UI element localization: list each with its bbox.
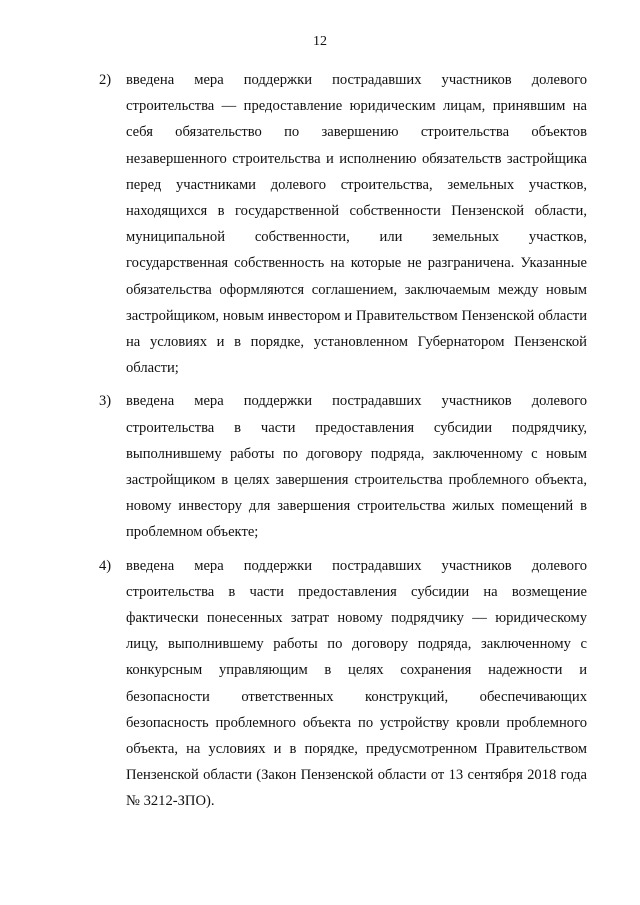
list-item xyxy=(99,553,587,815)
numbered-list xyxy=(99,67,587,822)
list-item-text: введена мера поддержки пострадавших участников долевого строительства — предоставление юридическим лицам, принявшим на себя обязательство по завершению строительства объектов незавершенного строительства и исполнению обязательств застройщика перед участниками долевого строительства, земельных участков, находящихся в государственной собственности Пензенской области, муниципальной собственности, или земельных участков, государственная собственность на которые не разграничена. Указанные обязательства оформляются соглашением, заключаемым между новым застройщиком, новым инвестором и Правительством Пензенской области на условиях и в порядке, установленном Губернатором Пензенской области; xyxy=(126,72,587,377)
list-item-text: введена мера поддержки пострадавших участников долевого строительства в части предоставления субсидии подрядчику, выполнившему работы по договору подряда, заключенному с новым застройщиком в целях завершения строительства проблемного объекта, новому инвестору для завершения строительства жилых помещений в проблемном объекте; xyxy=(126,393,587,541)
page-number: 12 xyxy=(313,34,327,49)
list-item-number: 2) xyxy=(99,72,112,88)
list-item xyxy=(99,67,587,381)
list-item xyxy=(99,388,587,545)
list-item-number: 4) xyxy=(99,557,112,574)
list-item-number: 3) xyxy=(99,393,112,410)
list-item-text: введена мера поддержки пострадавших участников долевого строительства в части предоставления субсидии на возмещение фактически понесенных затрат новому подрядчику — юридическому лицу, выполнившему работы по договору подряда, заключенному с конкурсным управляющим в целях сохранения надежности и безопасности ответственных конструкций, обеспечивающих безопасность проблемного объекта по устройству кровли проблемного объекта, на условиях и в порядке, предусмотренном Правительством Пензенской области (Закон Пензенской области от 13 сентября 2018 года № 3212-ЗПО). xyxy=(126,557,587,810)
